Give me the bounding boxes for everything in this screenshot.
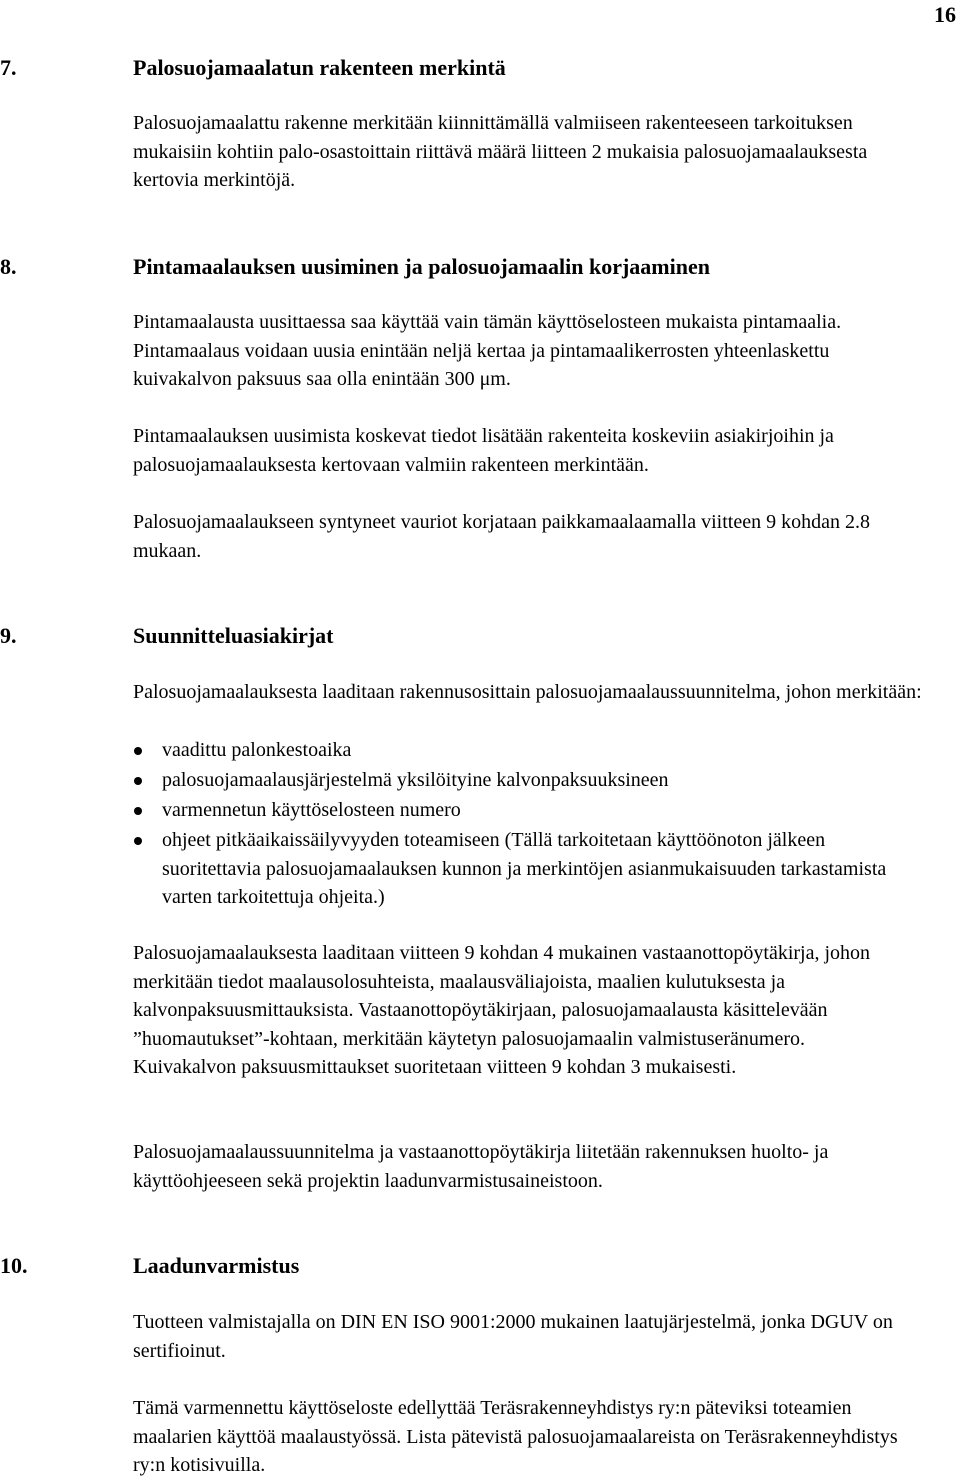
section-10-paragraph-2: Tämä varmennettu käyttöseloste edellyttää Teräsrakenneyhdistys ry:n päteviksi toteamien maalarien käyttöä maalaustyössä. Lista pätevistä palosuojamaalareista on Teräsrakenneyhdistys ry:n kotisivuilla. (133, 1397, 898, 1476)
section-8-number: 8. (0, 254, 17, 279)
section-9-intro: Palosuojamaalauksesta laaditaan rakennusosittain palosuojamaalaussuunnitelma, johon merkitään: (133, 681, 922, 703)
bullet-item (133, 766, 903, 795)
section-9-paragraph-1: Palosuojamaalauksesta laaditaan viitteen 9 kohdan 4 mukainen vastaanottopöytäkirja, johon merkitään tiedot maalausolosuhteista, maalausväliajoista, maalien kulutuksesta ja kalvonpaksuusmittauksista. Vastaanottopöytäkirjaan, palosuojamaalausta käsittelevään ”huomautukset”-kohtaan, merkitään käytetyn palosuojamaalin valmistuseränumero. Kuivakalvon paksuusmittaukset suoritetaan viitteen 9 kohdan 3 mukaisesti. (133, 942, 871, 1078)
section-10-paragraph-1: Tuotteen valmistajalla on DIN EN ISO 9001:2000 mukainen laatujärjestelmä, jonka DGUV on sertifioinut. (133, 1311, 893, 1362)
bullet-text: palosuojamaalausjärjestelmä yksilöityine kalvonpaksuuksineen (162, 769, 669, 791)
section-9-title: Suunnitteluasiakirjat (133, 623, 334, 648)
bullet-item (133, 736, 903, 765)
section-7-number: 7. (0, 55, 17, 80)
bullet-icon (134, 807, 142, 815)
section-10-number: 10. (0, 1253, 28, 1278)
section-9-number: 9. (0, 623, 17, 648)
section-7-paragraph-1: Palosuojamaalattu rakenne merkitään kiinnittämällä valmiiseen rakenteeseen tarkoituksen mukaisiin kohtiin palo-osastoittain riittävä määrä liitteen 2 mukaisia palosuojamaalauksesta kertovia merkintöjä. (133, 112, 868, 191)
bullet-text: vaadittu palonkestoaika (162, 739, 352, 761)
section-8-paragraph-1: Pintamaalausta uusittaessa saa käyttää vain tämän käyttöselosteen mukaista pintamaalia. Pintamaalaus voidaan uusia enintään neljä kertaa ja pintamaalikerrosten yhteenlaskettu kuivakalvon paksuus saa olla enintään 300 μm. (133, 311, 842, 390)
section-8-title: Pintamaalauksen uusiminen ja palosuojamaalin korjaaminen (133, 254, 710, 279)
section-8-paragraph-3: Palosuojamaalaukseen syntyneet vauriot korjataan paikkamaalaamalla viitteen 9 kohdan 2.8 mukaan. (133, 511, 870, 562)
section-9-paragraph-2: Palosuojamaalaussuunnitelma ja vastaanottopöytäkirja liitetään rakennuksen huolto- ja käyttöohjeeseen sekä projektin laadunvarmistusaineistoon. (133, 1141, 829, 1192)
bullet-icon (134, 777, 142, 785)
section-7-title: Palosuojamaalatun rakenteen merkintä (133, 55, 506, 80)
section-8-paragraph-2: Pintamaalauksen uusimista koskevat tiedot lisätään rakenteita koskeviin asiakirjoihin ja palosuojamaalauksesta kertovaan valmiin rakenteen merkintään. (133, 425, 834, 476)
section-9-bullet-list (133, 736, 903, 913)
section-10-title: Laadunvarmistus (133, 1253, 300, 1278)
bullet-text: varmennetun käyttöselosteen numero (162, 799, 461, 821)
bullet-icon (134, 747, 142, 755)
bullet-item (133, 796, 903, 825)
page-number: 16 (934, 2, 956, 27)
bullet-item (133, 826, 903, 912)
bullet-text: ohjeet pitkäaikaissäilyvyyden toteamiseen (Tällä tarkoitetaan käyttöönoton jälkeen suoritettavia palosuojamaalauksen kunnon ja merkintöjen asianmukaisuuden tarkastamista varten tarkoitettuja ohjeita.) (162, 829, 887, 908)
bullet-icon (134, 837, 142, 845)
